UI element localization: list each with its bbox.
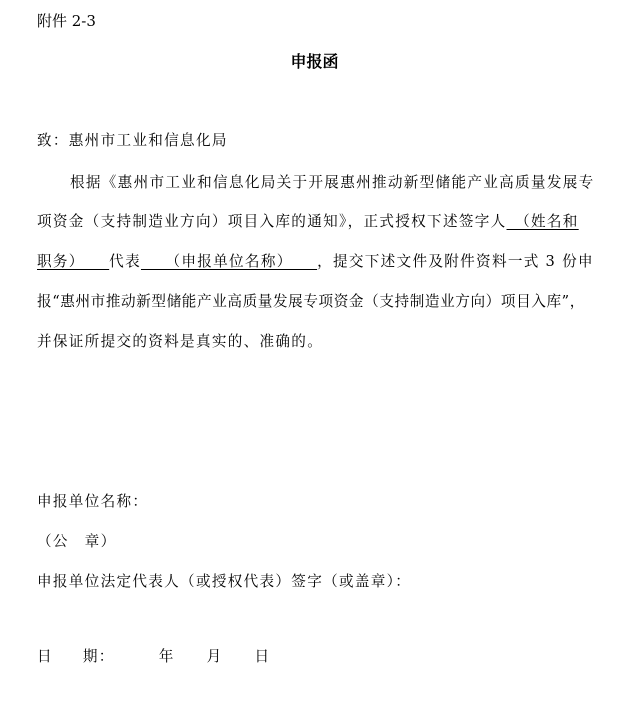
addressee: 致：惠州市工业和信息化局	[37, 132, 228, 149]
body-line-3-mid: 代表	[109, 253, 141, 270]
body-line-3	[37, 250, 594, 271]
signatory-blank-cont[interactable]: 职务）	[37, 253, 110, 270]
date-label: 期：	[82, 648, 115, 665]
seal-label: （公 章）	[37, 533, 117, 550]
representative-label: 申报单位法定代表人（或授权代表）签字（或盖章）：	[37, 573, 412, 590]
body-line-4: 报“惠州市推动新型储能产业高质量发展专项资金（支持制造业方向）项目入库”，	[37, 293, 585, 310]
date-row	[37, 645, 270, 666]
date-year: 年	[158, 648, 175, 665]
body-line-2-text: 项资金（支持制造业方向）项目入库的通知》，正式授权下述签字人	[37, 213, 507, 230]
body-line-5: 并保证所提交的资料是真实的、准确的。	[37, 333, 324, 350]
unit-name-blank[interactable]: （申报单位名称）	[140, 253, 318, 270]
body-line-1: 根据《惠州市工业和信息化局关于开展惠州推动新型储能产业高质量发展专	[70, 174, 595, 191]
body-line-3-post: ，提交下述文件及附件资料一式 3 份申	[317, 253, 594, 270]
date-day: 日	[254, 648, 271, 665]
date-month: 月	[206, 648, 223, 665]
date-char-ri: 日	[37, 648, 53, 665]
unit-name-label: 申报单位名称：	[37, 493, 149, 510]
body-line-2	[37, 210, 579, 231]
attachment-label: 附件 2-3	[37, 12, 96, 30]
document-title: 申报函	[290, 52, 339, 71]
signatory-blank[interactable]: （姓名和	[506, 213, 579, 230]
